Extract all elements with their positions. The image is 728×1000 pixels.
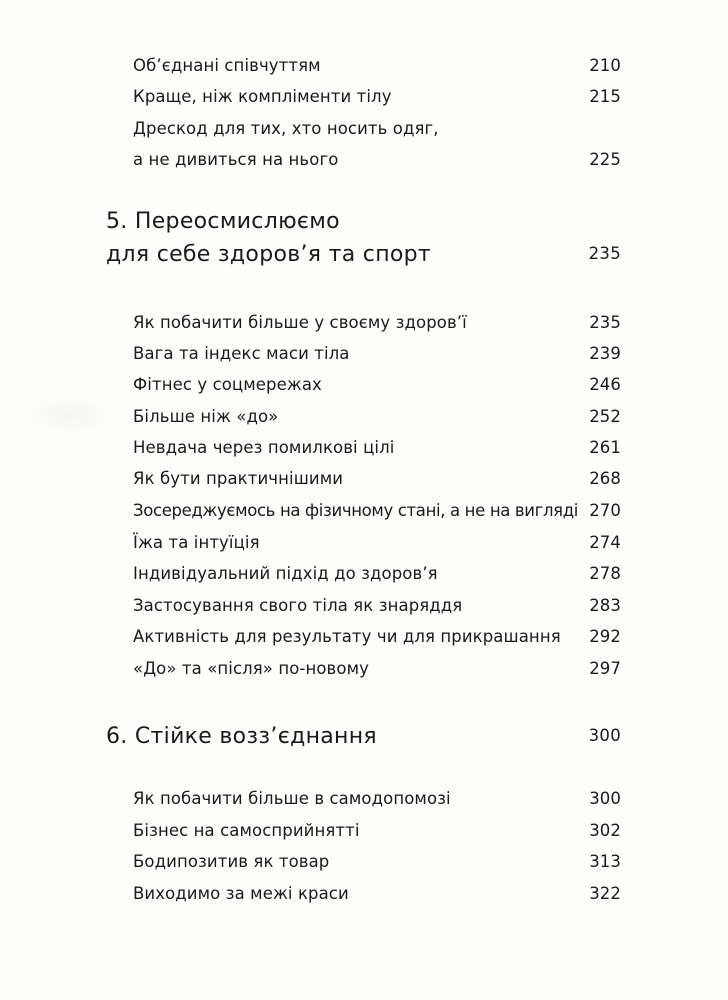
toc-entry-page: 300	[589, 789, 621, 808]
toc-entry-page: 302	[589, 821, 621, 840]
toc-entry-title: Об’єднані співчуттям	[133, 56, 321, 75]
toc-entry[interactable]	[133, 878, 621, 909]
toc-entry-title: Як побачити більше в самодопомозі	[133, 789, 451, 808]
toc-entry-title: Індивідуальний підхід до здоров’я	[133, 564, 438, 583]
toc-entry-title: Як бути практичнішими	[133, 469, 344, 488]
toc-entry-title: Бізнес на самосприйнятті	[133, 821, 360, 840]
toc-entry-page: 239	[589, 344, 621, 363]
chapter-title-line1: 5. Переосмислюємо	[106, 209, 340, 234]
toc-entry[interactable]	[133, 307, 621, 338]
toc-entry-title: Бодипозитив як товар	[133, 852, 330, 871]
chapter-title-line2: для себе здоров’я та спорт	[106, 242, 432, 267]
toc-entry-title: Вага та індекс маси тіла	[133, 344, 350, 363]
toc-entry-page: 252	[589, 407, 621, 426]
toc-entry-page: 268	[589, 469, 621, 488]
toc-entry[interactable]	[133, 113, 621, 175]
page-smudge	[30, 395, 110, 435]
chapter-heading-5[interactable]	[106, 205, 621, 271]
toc-entry-page: 297	[589, 659, 621, 678]
toc-entry[interactable]	[133, 81, 621, 112]
toc-entry[interactable]	[133, 401, 621, 432]
chapter-page: 300	[588, 726, 621, 745]
toc-entry-title: Фітнес у соцмережах	[133, 375, 322, 394]
toc-entry[interactable]	[133, 495, 621, 526]
toc-entry-page: 274	[589, 533, 621, 552]
toc-entry[interactable]	[133, 369, 621, 400]
toc-entry-page: 235	[589, 313, 621, 332]
toc-entry[interactable]	[133, 815, 621, 846]
toc-entry-page: 261	[589, 438, 621, 457]
toc-entry[interactable]	[133, 783, 621, 814]
toc-entry-title-line1: Дрескод для тих, хто носить одяг,	[133, 119, 439, 138]
toc-entry-title-line2: а не дивиться на нього	[133, 150, 339, 169]
toc-entry-title: Активність для результату чи для прикрашання	[133, 627, 561, 646]
toc-entry-page: 270	[589, 501, 621, 520]
toc-entry-page: 322	[589, 884, 621, 903]
toc-entry[interactable]	[133, 590, 621, 621]
toc-entry[interactable]	[133, 558, 621, 589]
toc-entry[interactable]	[133, 463, 621, 494]
toc-entry-page: 210	[589, 56, 621, 75]
toc-entry-page: 278	[589, 564, 621, 583]
toc-entry-title: Краще, ніж компліменти тілу	[133, 87, 392, 106]
toc-entry-page: 225	[589, 150, 621, 169]
toc-entry-title: Невдача через помилкові цілі	[133, 438, 395, 457]
toc-entry-title: Застосування свого тіла як знаряддя	[133, 596, 463, 615]
toc-entry-title: Їжа та інтуїція	[133, 533, 260, 552]
toc-entry-title: Виходимо за межі краси	[133, 884, 349, 903]
toc-entry-title: Як побачити більше у своєму здоров’ї	[133, 313, 467, 332]
toc-entry-page: 246	[589, 375, 621, 394]
toc-entry-page: 283	[589, 596, 621, 615]
toc-entry-title: «До» та «після» по-новому	[133, 659, 369, 678]
toc-entry-title: Більше ніж «до»	[133, 407, 279, 426]
toc-entry[interactable]	[133, 432, 621, 463]
chapter-heading-6[interactable]	[106, 720, 621, 753]
toc-entry-title: Зосереджуємось на фізичному стані, а не на вигляді	[133, 501, 579, 520]
toc-entry[interactable]	[133, 846, 621, 877]
toc-entry-page: 292	[589, 627, 621, 646]
toc-entry[interactable]	[133, 338, 621, 369]
toc-entry-page: 313	[589, 852, 621, 871]
toc-entry[interactable]	[133, 50, 621, 81]
toc-entry[interactable]	[133, 527, 621, 558]
chapter-page: 235	[588, 244, 621, 263]
chapter-title: 6. Стійке возз’єднання	[106, 724, 377, 749]
toc-entry[interactable]	[133, 653, 621, 684]
toc-entry-page: 215	[589, 87, 621, 106]
toc-entry[interactable]	[133, 621, 621, 652]
